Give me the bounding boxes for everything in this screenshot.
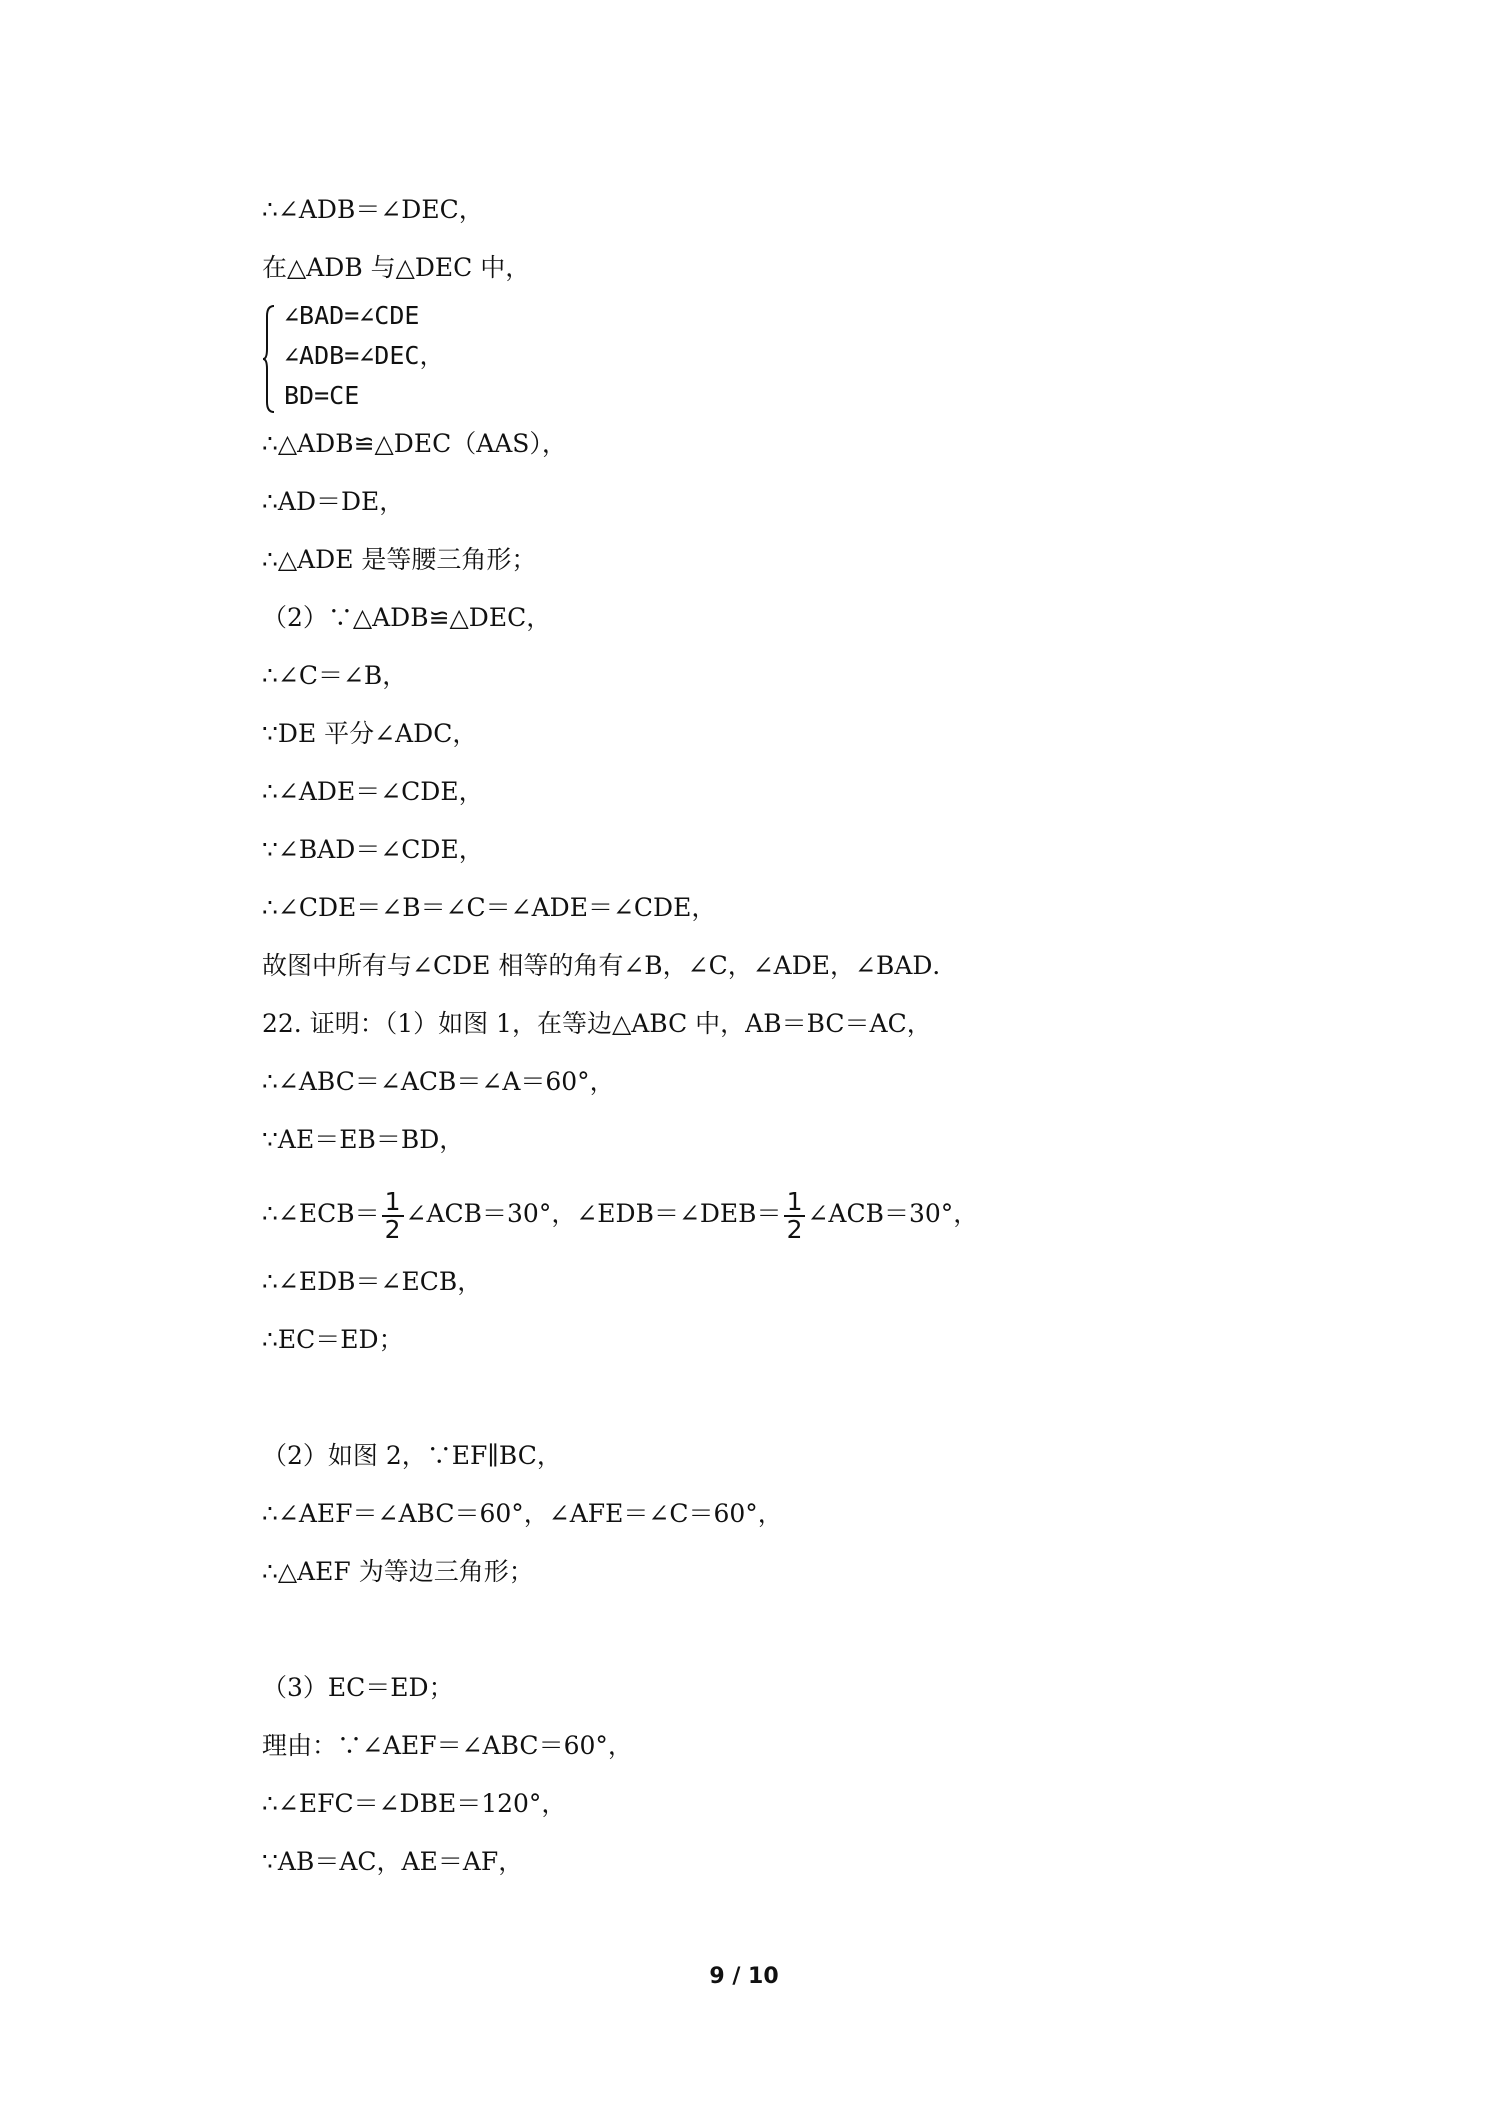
- proof-line: ∴∠EFC＝∠DBE＝120°，: [262, 1789, 567, 1818]
- proof-line: ∴△AEF 为等边三角形；: [262, 1557, 534, 1586]
- proof-line: ∴∠AEF＝∠ABC＝60°，∠AFE＝∠C＝60°，: [262, 1499, 783, 1528]
- proof-line: ∴∠ABC＝∠ACB＝∠A＝60°，: [262, 1067, 615, 1096]
- proof-line: 故图中所有与∠CDE 相等的角有∠B，∠C，∠ADE，∠BAD．: [262, 951, 958, 980]
- proof-line: ∴∠ADE＝∠CDE，: [262, 777, 484, 806]
- fraction-one-half: [784, 1186, 806, 1244]
- proof-line: 22. 证明：（1）如图 1，在等边△ABC 中，AB＝BC＝AC，: [262, 1009, 932, 1038]
- fraction-line: [262, 1184, 978, 1244]
- fraction-line-part: ∴∠ECB＝: [262, 1199, 380, 1228]
- proof-line: ∵DE 平分∠ADC，: [262, 719, 478, 748]
- proof-line: ∴△ADE 是等腰三角形；: [262, 545, 537, 574]
- equation-system: [262, 300, 522, 418]
- proof-line: ∴△ADB≌△DEC（AAS），: [262, 429, 567, 458]
- system-row: ∠ADB=∠DEC，: [284, 341, 445, 370]
- fraction-denominator: 2: [384, 1214, 401, 1244]
- proof-line: ∴∠C＝∠B，: [262, 661, 408, 690]
- proof-line: ∴EC＝ED；: [262, 1325, 404, 1354]
- proof-line: 理由：∵∠AEF＝∠ABC＝60°，: [262, 1731, 633, 1760]
- system-row: ∠BAD=∠CDE: [284, 301, 420, 330]
- proof-line: ∵∠BAD＝∠CDE，: [262, 835, 484, 864]
- proof-line: （3）EC＝ED；: [262, 1673, 454, 1702]
- fraction-numerator: 1: [382, 1189, 404, 1217]
- system-row: BD=CE: [284, 381, 360, 410]
- proof-line: ∵AE＝EB＝BD，: [262, 1125, 465, 1154]
- left-brace-icon: [262, 304, 276, 414]
- fraction-one-half: [382, 1186, 404, 1244]
- fraction-line-part: ∠ACB＝30°，∠EDB＝∠DEB＝: [405, 1199, 782, 1228]
- proof-line: ∴∠CDE＝∠B＝∠C＝∠ADE＝∠CDE，: [262, 893, 717, 922]
- proof-line: ∴AD＝DE，: [262, 487, 405, 516]
- proof-line: ∵AB＝AC，AE＝AF，: [262, 1847, 524, 1876]
- proof-line: 在△ADB 与△DEC 中，: [262, 253, 531, 282]
- proof-line: （2）如图 2，∵EF∥BC，: [262, 1441, 562, 1470]
- proof-line: （2）∵△ADB≌△DEC，: [262, 603, 552, 632]
- fraction-line-part: ∠ACB＝30°，: [807, 1199, 979, 1228]
- fraction-numerator: 1: [784, 1189, 806, 1217]
- proof-line: ∴∠ADB＝∠DEC，: [262, 195, 484, 224]
- proof-line: ∴∠EDB＝∠ECB，: [262, 1267, 483, 1296]
- page-number: 9 / 10: [709, 1964, 779, 1989]
- fraction-denominator: 2: [786, 1214, 803, 1244]
